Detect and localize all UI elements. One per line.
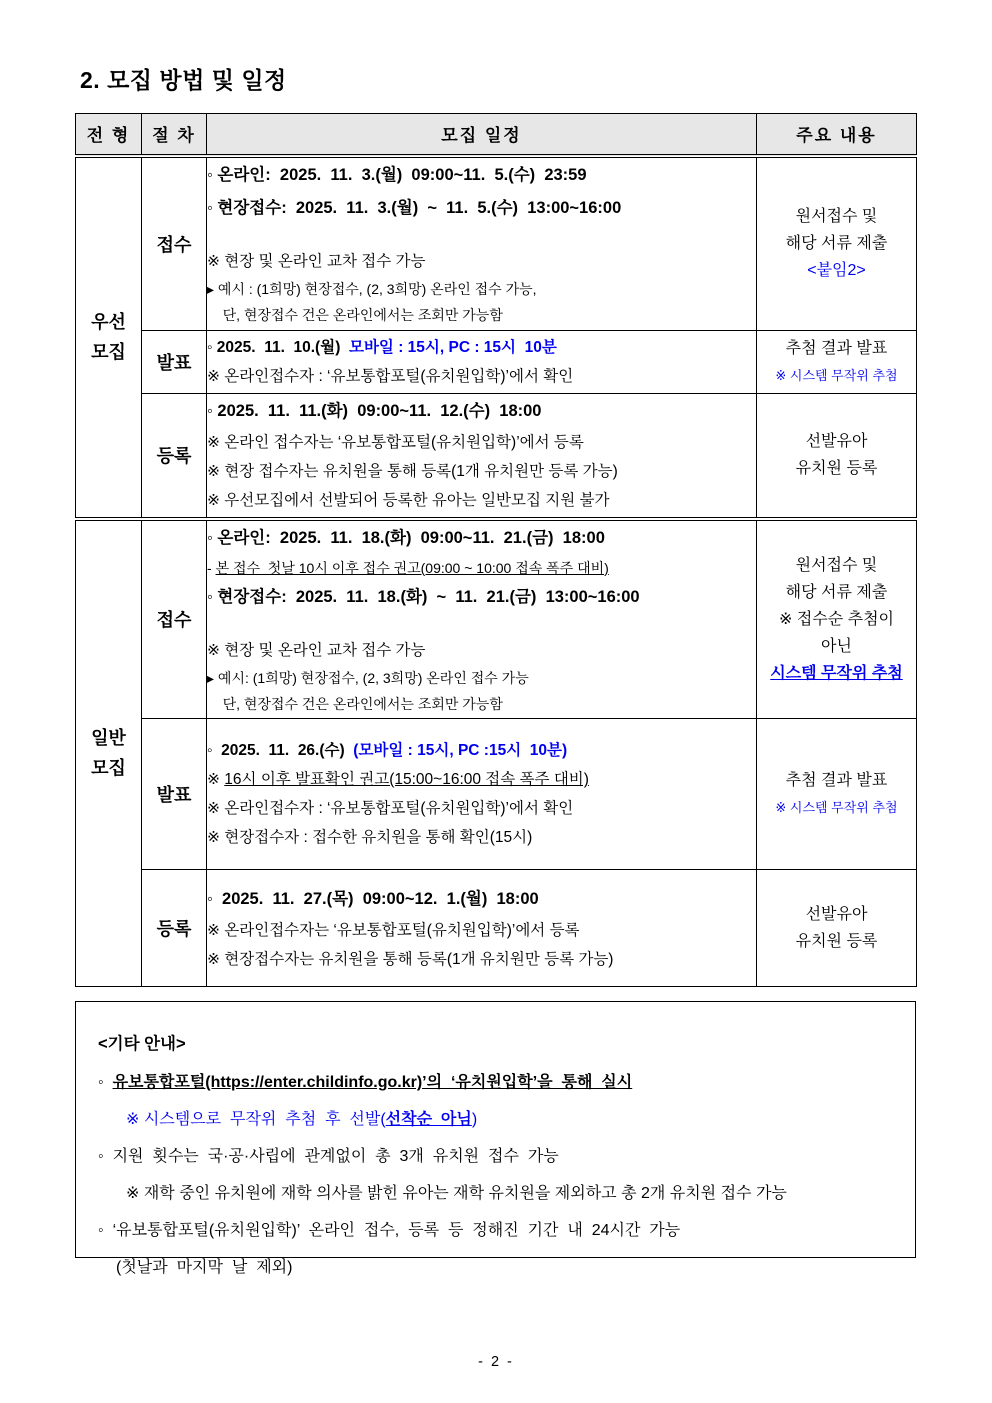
schedule-cell: ◦ 온라인: 2025. 11. 18.(화) 09:00~11. 21.(금) 18:00 - 본 접수 첫날 10시 이후 접수 권고(09:00 ~ 10:00 접속 폭주 대비) ◦ 현장접수: 2025. 11. 18.(화) ~ 11. 21.(금) 13:00~16:00 ※ 현장 및 온라인 교차 접수 가능 ▸ 예시: (1희망) 현장접수, (2, 3희망) 온라인 접수 가능 단, 현장접수 건은 온라인에서는 조회만 가능함 [207,519,757,719]
schedule-cell: ◦ 2025. 11. 11.(화) 09:00~11. 12.(수) 18:00 ※ 온라인 접수자는 ‘유보통합포털(유치원입학)’에서 등록 ※ 현장 접수자는 유치원을 통해 등록(1개 유치원만 등록 가능) ※ 우선모집에서 선발되어 등록한 유아는 일반모집 지원 불가 [207,394,757,519]
table-row [76,519,917,719]
proc-cell: 등록 [142,870,207,987]
main-content-cell: 선발유아 유치원 등록 [757,870,917,987]
main-content-cell: 선발유아 유치원 등록 [757,394,917,519]
main-content-cell: 추첨 결과 발표 ※ 시스템 무작위 추첨 [757,719,917,870]
schedule-cell: ◦ 2025. 11. 26.(수) (모바일 : 15시, PC :15시 10분) ※ 16시 이후 발표확인 권고(15:00~16:00 접속 폭주 대비) ※ 온라인접수자 : ‘유보통합포털(유치원입학)’에서 확인 ※ 현장접수자 : 접수한 유치원을 통해 확인(15시) [207,719,757,870]
table-row [76,870,917,987]
proc-cell: 발표 [142,719,207,870]
type-cell-general: 일반 모집 [76,519,142,987]
table-row [76,394,917,519]
main-content-cell: 추첨 결과 발표 ※ 시스템 무작위 추첨 [757,331,917,394]
page-number: - 2 - [478,1354,514,1370]
proc-cell: 발표 [142,331,207,394]
other-guidance-box [75,1001,916,1276]
schedule-cell: ◦ 2025. 11. 10.(월) 모바일 : 15시, PC : 15시 10분 ※ 온라인접수자 : ‘유보통합포털(유치원입학)’에서 확인 [207,331,757,394]
table-header-row [76,114,917,156]
header-procedure: 절 차 [142,114,207,156]
header-type: 전 형 [76,114,142,156]
proc-cell: 접수 [142,156,207,331]
table-row [76,719,917,870]
notes-title: <기타 안내> [98,1035,186,1053]
page-title: 2. 모집 방법 및 일정 [80,67,287,93]
schedule-cell: ◦ 2025. 11. 27.(목) 09:00~12. 1.(월) 18:00 ※ 온라인접수자는 ‘유보통합포털(유치원입학)’에서 등록 ※ 현장접수자는 유치원을 통해 등록(1개 유치원만 등록 가능) [207,870,757,987]
main-content-cell: 원서접수 및 해당 서류 제출 <붙임2> [757,156,917,331]
recruitment-schedule-table [75,113,917,987]
main-content-cell: 원서접수 및 해당 서류 제출 ※ 접수순 추첨이 아닌 시스템 무작위 추첨 [757,519,917,719]
schedule-cell: ◦ 온라인: 2025. 11. 3.(월) 09:00~11. 5.(수) 23:59 ◦ 현장접수: 2025. 11. 3.(월) ~ 11. 5.(수) 13:00~16:00 ※ 현장 및 온라인 교차 접수 가능 ▸ 예시 : (1희망) 현장접수, (2, 3희망) 온라인 접수 가능, 단, 현장접수 건은 온라인에서는 조회만 가능함 [207,156,757,331]
table-row [76,156,917,331]
proc-cell: 등록 [142,394,207,519]
notes-body: ◦ 유보통합포털(https://enter.childinfo.go.kr)’의 ‘유치원입학’을 통해 실시 ※ 시스템으로 무작위 추첨 후 선발(선착순 아님) ◦ 지원 횟수는 국·공·사립에 관계없이 총 3개 유치원 접수 가능 ※ 재학 중인 유치원에 재학 의사를 밝힌 유아는 재학 유치원을 제외하고 총 2개 유치원 접수 가능 ◦ ‘유보통합포털(유치원입학)’ 온라인 접수, 등록 등 정해진 기간 내 24시간 가능 (첫날과 마지막 날 제외) [98,1074,787,1276]
proc-cell: 접수 [142,519,207,719]
header-main-content: 주요 내용 [757,114,917,156]
header-schedule: 모집 일정 [207,114,757,156]
table-row [76,331,917,394]
type-cell-priority: 우선 모집 [76,156,142,519]
